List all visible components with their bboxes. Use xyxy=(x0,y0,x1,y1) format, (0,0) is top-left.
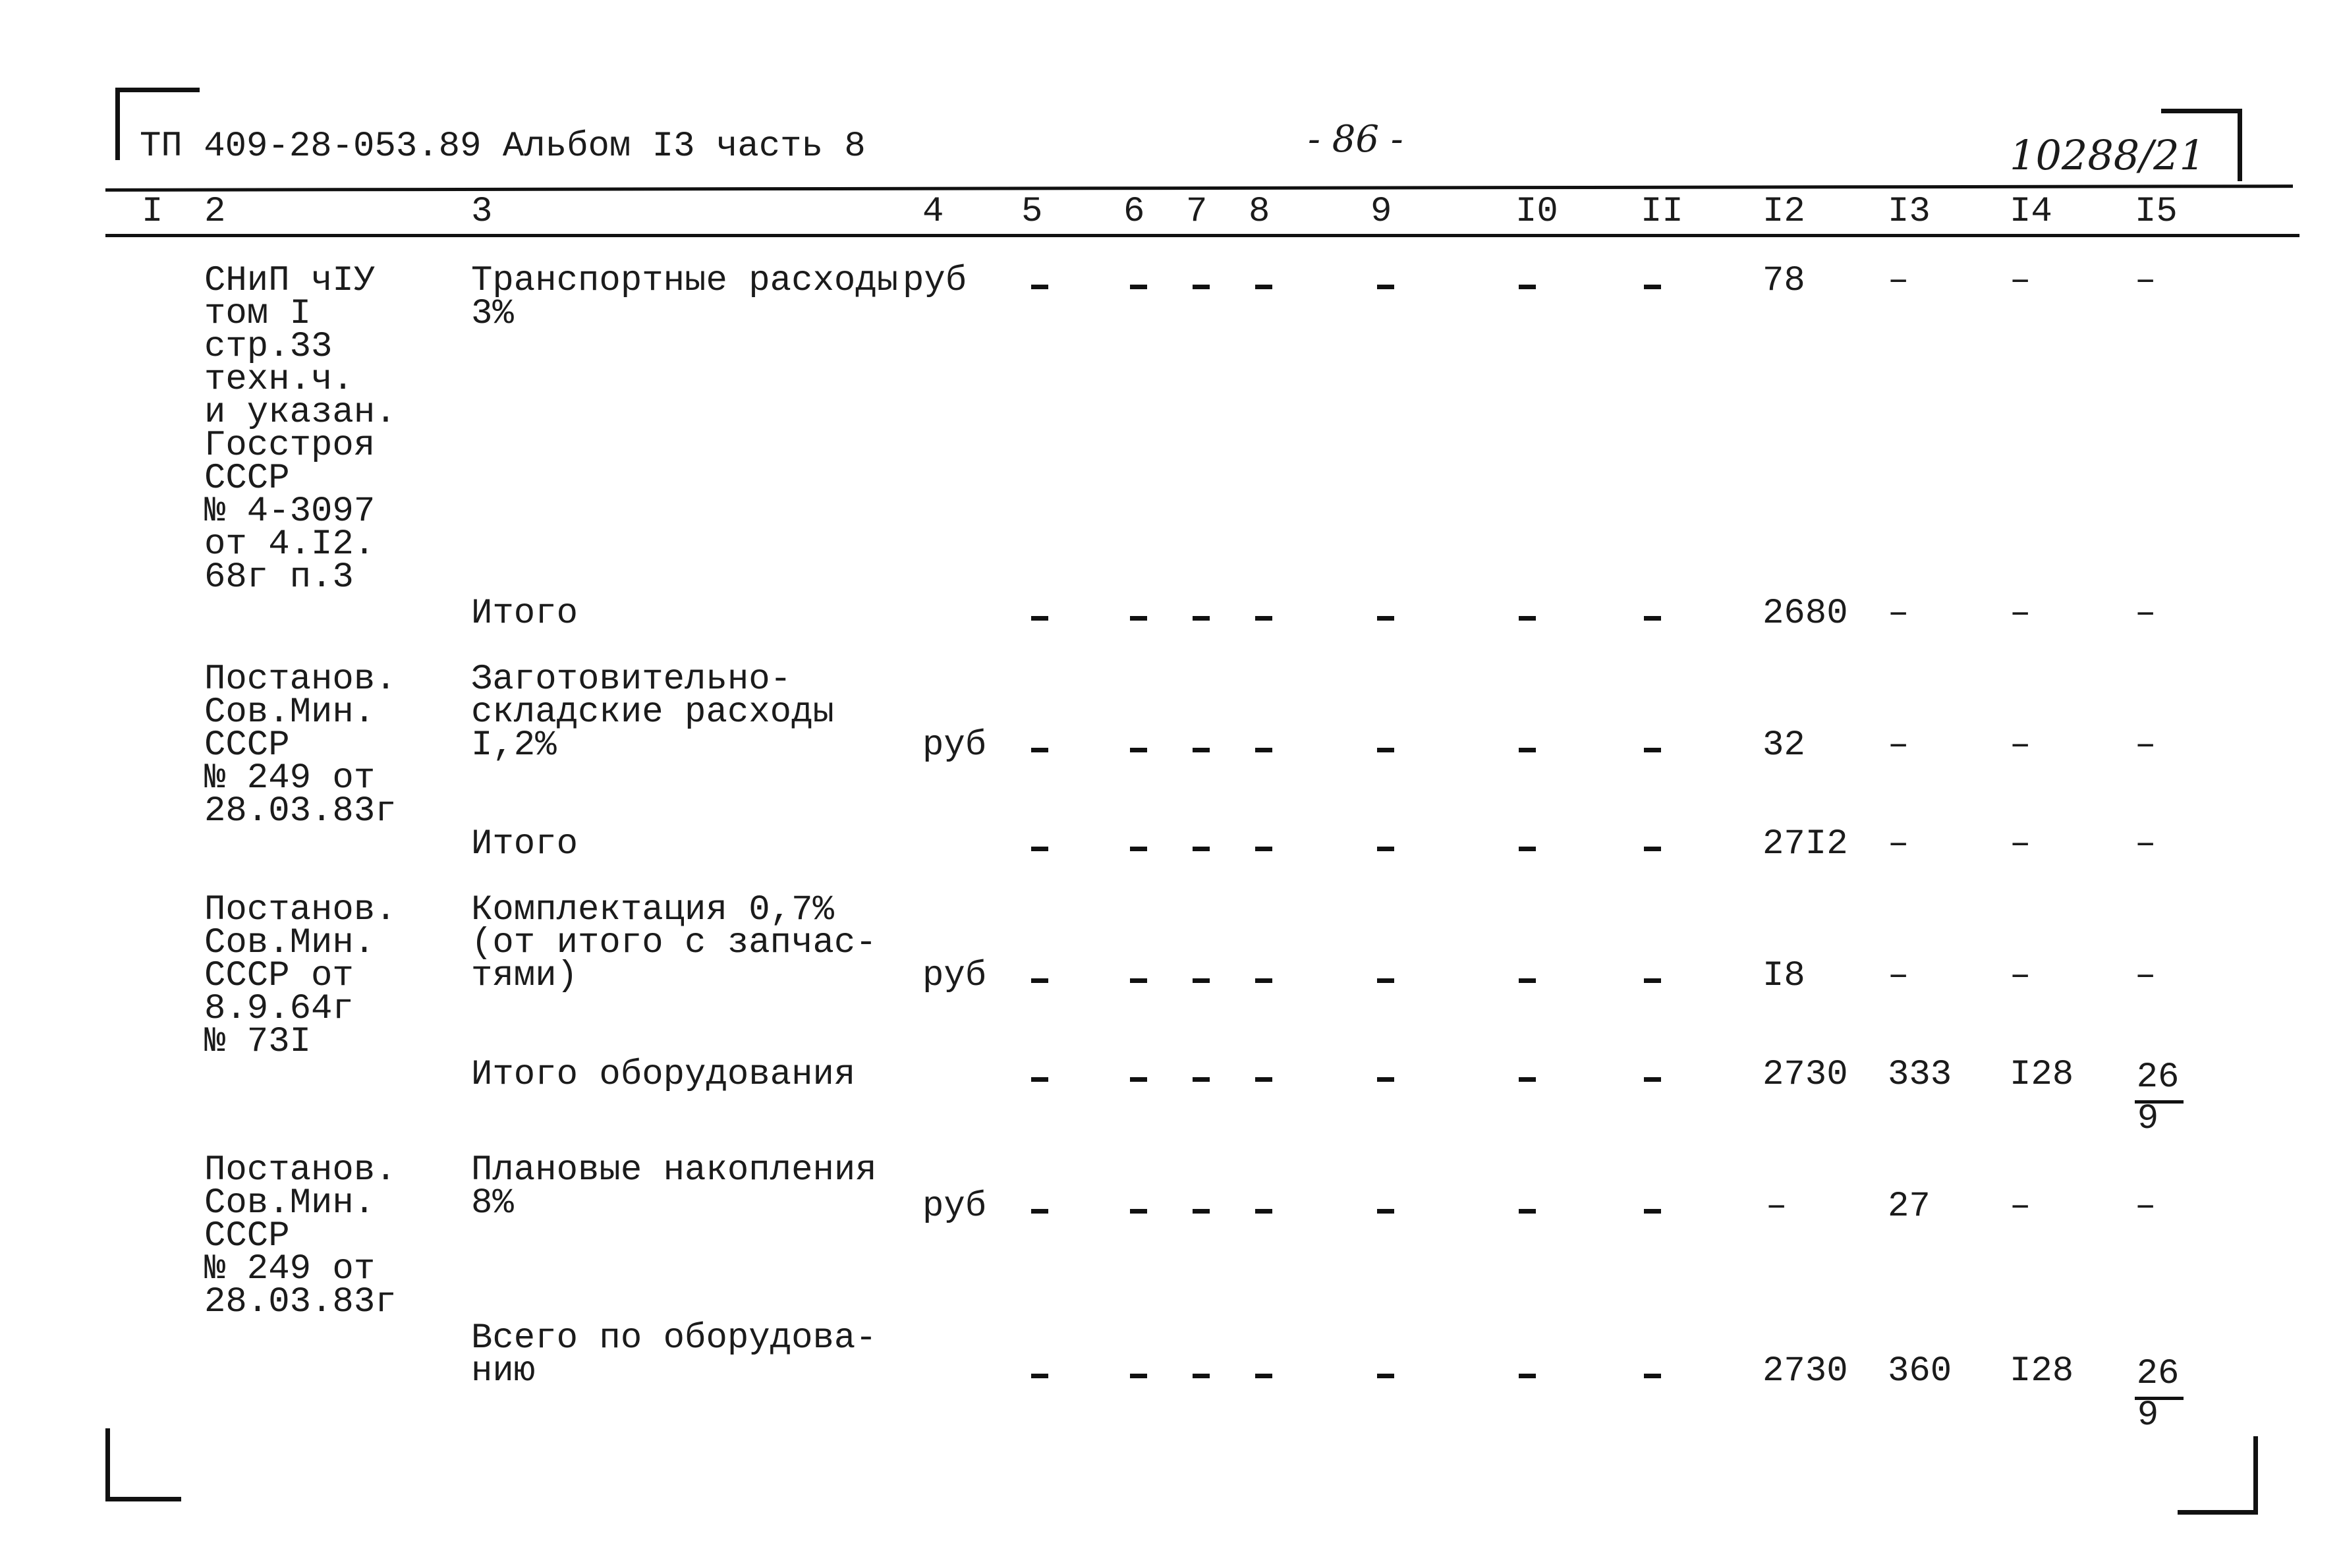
unit: руб xyxy=(922,956,987,996)
column-header: I3 xyxy=(1888,192,1931,232)
empty-cell-dash xyxy=(1031,847,1048,851)
reference-line: Госстроя xyxy=(204,426,376,466)
value-col14: – xyxy=(2010,1187,2031,1227)
empty-cell-dash xyxy=(1519,847,1536,851)
column-header: I2 xyxy=(1763,192,1805,232)
item-name: 8% xyxy=(471,1183,514,1223)
corner-bracket-top-right xyxy=(2238,109,2242,181)
reference-line: Постанов. xyxy=(204,659,397,700)
empty-cell-dash xyxy=(1130,616,1147,621)
reference-line: № 73I xyxy=(204,1022,312,1062)
item-name: складские расходы xyxy=(471,692,834,733)
item-name: Всего по оборудова- xyxy=(471,1318,877,1358)
column-header: 9 xyxy=(1370,192,1392,232)
value-col13: – xyxy=(1888,956,1909,996)
reference-line: Постанов. xyxy=(204,1150,397,1190)
reference-line: 28.03.83г xyxy=(204,1282,397,1322)
value-col13: 27 xyxy=(1888,1187,1931,1227)
empty-cell-dash xyxy=(1130,1077,1147,1082)
reference-line: № 4-3097 xyxy=(204,491,376,532)
item-name: Транспортные расходы xyxy=(471,261,899,301)
value-col13: – xyxy=(1888,594,1909,634)
value-col15: – xyxy=(2135,725,2157,766)
empty-cell-dash xyxy=(1519,748,1536,752)
value-col15: – xyxy=(2135,824,2157,864)
reference-line: Сов.Мин. xyxy=(204,923,376,963)
item-name: (от итого с запчас- xyxy=(471,923,877,963)
empty-cell-dash xyxy=(1255,1077,1272,1082)
reference-line: Сов.Мин. xyxy=(204,1183,376,1223)
reference-line: № 249 от xyxy=(204,1249,376,1289)
value-col12: I8 xyxy=(1763,956,1805,996)
value-col13: – xyxy=(1888,725,1909,766)
reference-line: СССР xyxy=(204,725,290,766)
empty-cell-dash xyxy=(1519,1374,1536,1378)
column-header: I xyxy=(142,192,163,232)
empty-cell-dash xyxy=(1644,978,1661,983)
column-header: II xyxy=(1641,192,1683,232)
value-col13: 360 xyxy=(1888,1351,1952,1391)
column-header: 5 xyxy=(1021,192,1043,232)
empty-cell-dash xyxy=(1130,978,1147,983)
table-top-rule xyxy=(105,184,2293,192)
empty-cell-dash xyxy=(1130,285,1147,289)
column-header: 7 xyxy=(1186,192,1208,232)
empty-cell-dash xyxy=(1255,1209,1272,1214)
empty-cell-dash xyxy=(1644,748,1661,752)
empty-cell-dash xyxy=(1255,1374,1272,1378)
empty-cell-dash xyxy=(1377,748,1394,752)
empty-cell-dash xyxy=(1031,748,1048,752)
empty-cell-dash xyxy=(1193,285,1210,289)
value-col14: – xyxy=(2010,261,2031,301)
empty-cell-dash xyxy=(1255,978,1272,983)
item-name: 3% xyxy=(471,294,514,334)
fraction-denominator: 9 xyxy=(2137,1099,2159,1139)
unit: руб xyxy=(922,725,987,766)
corner-bracket-top-left xyxy=(115,88,120,160)
value-col12: 27I2 xyxy=(1763,824,1848,864)
empty-cell-dash xyxy=(1377,285,1394,289)
reference-line: 8.9.64г xyxy=(204,989,354,1029)
value-col13: – xyxy=(1888,261,1909,301)
item-name: Плановые накопления xyxy=(471,1150,877,1190)
fraction-numerator: 26 xyxy=(2135,1057,2184,1104)
empty-cell-dash xyxy=(1519,1209,1536,1214)
column-header: I4 xyxy=(2010,192,2052,232)
empty-cell-dash xyxy=(1644,847,1661,851)
column-header: 3 xyxy=(471,192,493,232)
empty-cell-dash xyxy=(1644,616,1661,621)
empty-cell-dash xyxy=(1193,847,1210,851)
value-col13: 333 xyxy=(1888,1055,1952,1095)
column-header: I5 xyxy=(2135,192,2178,232)
empty-cell-dash xyxy=(1193,748,1210,752)
empty-cell-dash xyxy=(1519,978,1536,983)
reference-line: 68г п.3 xyxy=(204,557,354,598)
corner-bracket-top-left xyxy=(115,88,200,92)
empty-cell-dash xyxy=(1255,748,1272,752)
item-name: Итого оборудования xyxy=(471,1055,856,1095)
reference-line: стр.33 xyxy=(204,327,333,367)
column-header: 2 xyxy=(204,192,226,232)
empty-cell-dash xyxy=(1377,1209,1394,1214)
corner-bracket-top-right xyxy=(2161,109,2242,113)
empty-cell-dash xyxy=(1377,1374,1394,1378)
empty-cell-dash xyxy=(1031,1209,1048,1214)
page-number: - 86 - xyxy=(1308,118,1403,161)
table-header-rule xyxy=(105,234,2299,237)
reference-line: Сов.Мин. xyxy=(204,692,376,733)
corner-bracket-bottom-left xyxy=(105,1428,110,1501)
value-col14: – xyxy=(2010,594,2031,634)
fraction-denominator: 9 xyxy=(2137,1395,2159,1436)
value-col15: – xyxy=(2135,956,2157,996)
empty-cell-dash xyxy=(1644,285,1661,289)
corner-bracket-bottom-left xyxy=(105,1497,181,1501)
fraction-numerator: 26 xyxy=(2135,1354,2184,1400)
document-title: ТП 409-28-053.89 Альбом I3 часть 8 xyxy=(140,126,866,167)
item-name: нию xyxy=(471,1351,536,1391)
empty-cell-dash xyxy=(1193,978,1210,983)
empty-cell-dash xyxy=(1519,285,1536,289)
empty-cell-dash xyxy=(1130,847,1147,851)
inventory-number: 10288/21 xyxy=(2010,131,2206,179)
value-col15: – xyxy=(2135,261,2157,301)
empty-cell-dash xyxy=(1130,748,1147,752)
item-name: Заготовительно- xyxy=(471,659,792,700)
empty-cell-dash xyxy=(1193,616,1210,621)
empty-cell-dash xyxy=(1519,616,1536,621)
empty-cell-dash xyxy=(1519,1077,1536,1082)
value-col15-fraction xyxy=(2135,1354,2184,1436)
item-name: тями) xyxy=(471,956,578,996)
column-header: 6 xyxy=(1123,192,1145,232)
empty-cell-dash xyxy=(1130,1209,1147,1214)
value-col14: – xyxy=(2010,824,2031,864)
unit: руб xyxy=(903,261,967,301)
empty-cell-dash xyxy=(1255,285,1272,289)
column-header: I0 xyxy=(1515,192,1558,232)
empty-cell-dash xyxy=(1193,1374,1210,1378)
reference-line: и указан. xyxy=(204,393,397,433)
reference-line: СССР от xyxy=(204,956,354,996)
empty-cell-dash xyxy=(1130,1374,1147,1378)
reference-line: от 4.I2. xyxy=(204,524,376,565)
reference-line: том I xyxy=(204,294,312,334)
corner-bracket-bottom-right xyxy=(2178,1510,2258,1515)
reference-line: СССР xyxy=(204,1216,290,1256)
value-col12: 2730 xyxy=(1763,1351,1848,1391)
reference-line: СНиП чIУ xyxy=(204,261,376,301)
column-header: 8 xyxy=(1249,192,1270,232)
empty-cell-dash xyxy=(1031,978,1048,983)
item-name: Итого xyxy=(471,824,578,864)
value-col12: 78 xyxy=(1763,261,1805,301)
item-name: I,2% xyxy=(471,725,557,766)
empty-cell-dash xyxy=(1377,978,1394,983)
value-col14: I28 xyxy=(2010,1351,2074,1391)
empty-cell-dash xyxy=(1255,847,1272,851)
reference-line: техн.ч. xyxy=(204,360,354,400)
empty-cell-dash xyxy=(1031,1374,1048,1378)
value-col15: – xyxy=(2135,1187,2157,1227)
column-header: 4 xyxy=(922,192,944,232)
reference-line: Постанов. xyxy=(204,890,397,930)
value-col12: 32 xyxy=(1763,725,1805,766)
empty-cell-dash xyxy=(1644,1077,1661,1082)
corner-bracket-bottom-right xyxy=(2253,1436,2258,1514)
empty-cell-dash xyxy=(1193,1077,1210,1082)
empty-cell-dash xyxy=(1255,616,1272,621)
empty-cell-dash xyxy=(1031,1077,1048,1082)
value-col13: – xyxy=(1888,824,1909,864)
reference-line: 28.03.83г xyxy=(204,791,397,831)
value-col12: – xyxy=(1766,1187,1788,1227)
empty-cell-dash xyxy=(1377,847,1394,851)
value-col15: – xyxy=(2135,594,2157,634)
empty-cell-dash xyxy=(1377,1077,1394,1082)
value-col12: 2680 xyxy=(1763,594,1848,634)
value-col12: 2730 xyxy=(1763,1055,1848,1095)
empty-cell-dash xyxy=(1031,285,1048,289)
item-name: Комплектация 0,7% xyxy=(471,890,834,930)
reference-line: № 249 от xyxy=(204,758,376,798)
value-col14: – xyxy=(2010,956,2031,996)
item-name: Итого xyxy=(471,594,578,634)
empty-cell-dash xyxy=(1193,1209,1210,1214)
value-col14: – xyxy=(2010,725,2031,766)
unit: руб xyxy=(922,1187,987,1227)
value-col15-fraction xyxy=(2135,1057,2184,1139)
empty-cell-dash xyxy=(1644,1209,1661,1214)
value-col14: I28 xyxy=(2010,1055,2074,1095)
empty-cell-dash xyxy=(1031,616,1048,621)
empty-cell-dash xyxy=(1644,1374,1661,1378)
empty-cell-dash xyxy=(1377,616,1394,621)
reference-line: СССР xyxy=(204,459,290,499)
